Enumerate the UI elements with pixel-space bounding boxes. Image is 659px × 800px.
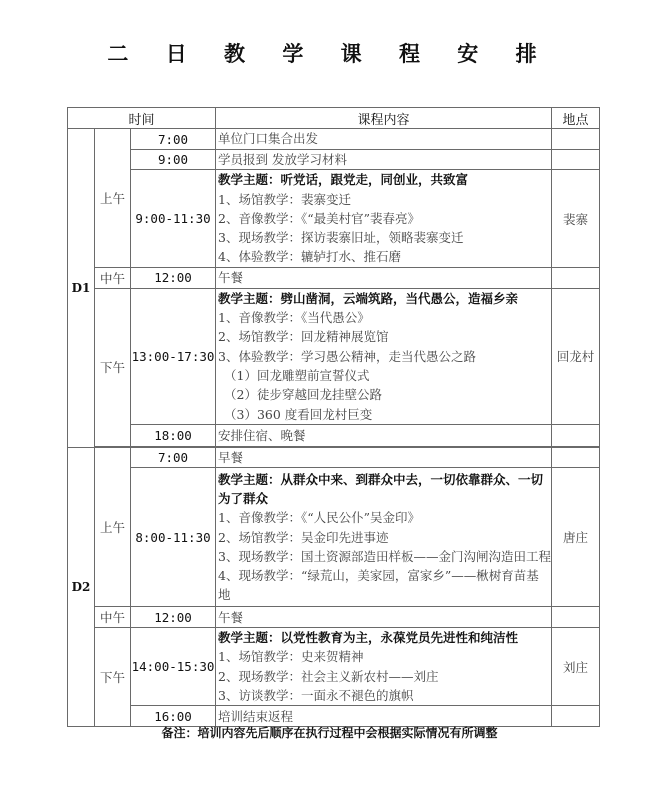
content-item: 3、访谈教学：一面永不褪色的旗帜 <box>218 688 414 704</box>
time-cell: 7:00 <box>131 447 216 467</box>
period-label: 上午 <box>95 129 131 268</box>
place-cell: 裴寨 <box>552 170 600 267</box>
period-label: 下午 <box>95 628 131 727</box>
teaching-theme: 教学主题：以党性教育为主，永葆党员先进性和纯洁性 <box>218 630 519 646</box>
content-item: 4、体验教学：辘轳打水、推石磨 <box>218 249 401 265</box>
content-subitem: （2）徒步穿越回龙挂壁公路 <box>224 387 382 403</box>
place-cell: 刘庄 <box>552 628 600 706</box>
content-subitem: （3）360 度看回龙村巨变 <box>224 406 373 422</box>
table-row <box>68 628 600 706</box>
time-cell: 7:00 <box>131 129 216 150</box>
teaching-theme: 教学主题：听党话，跟党走，同创业，共致富 <box>218 172 469 188</box>
content-cell: 学员报到 发放学习材料 <box>216 150 552 170</box>
period-label: 中午 <box>95 267 131 288</box>
teaching-theme: 教学主题：劈山凿洞，云端筑路，当代愚公，造福乡亲 <box>218 290 519 306</box>
content-cell: 早餐 <box>216 447 552 467</box>
table-row <box>68 447 600 467</box>
place-cell: 唐庄 <box>552 468 600 607</box>
table-row <box>68 424 600 446</box>
content-cell: 午餐 <box>216 267 552 288</box>
table-row <box>68 288 600 424</box>
content-item: 2、音像教学：《“最美村官”裴春亮》 <box>218 210 420 226</box>
time-cell: 13:00-17:30 <box>131 288 216 424</box>
place-cell <box>552 424 600 446</box>
table-row <box>68 267 600 288</box>
content-item: 1、场馆教学：史来贺精神 <box>218 649 364 665</box>
content-item: 1、音像教学：《当代愚公》 <box>218 310 370 326</box>
day-label: D1 <box>68 129 95 448</box>
content-item: 1、音像教学：《“人民公仆”吴金印》 <box>218 510 420 526</box>
content-cell: 单位门口集合出发 <box>216 129 552 150</box>
content-item: 3、现场教学：国土资源部造田样板——金门沟闸沟造田工程 <box>218 548 551 564</box>
place-cell: 回龙村 <box>552 288 600 424</box>
time-cell: 18:00 <box>131 424 216 446</box>
header-content: 课程内容 <box>216 108 552 129</box>
place-cell <box>552 150 600 170</box>
content-item: 3、现场教学：探访裴寨旧址，领略裴寨变迁 <box>218 230 464 246</box>
place-cell <box>552 129 600 150</box>
table-row <box>68 607 600 628</box>
time-cell: 8:00-11:30 <box>131 468 216 607</box>
content-cell <box>216 468 552 607</box>
place-cell <box>552 447 600 467</box>
time-cell: 12:00 <box>131 607 216 628</box>
content-item: 2、场馆教学：吴金印先进事迹 <box>218 529 389 545</box>
content-subitem: （1）回龙雕塑前宣誓仪式 <box>224 367 370 383</box>
content-item: 4、现场教学：“绿荒山，美家园，富家乡”——楸树育苗基地 <box>218 568 539 603</box>
content-item: 2、现场教学：社会主义新农村——刘庄 <box>218 668 439 684</box>
header-time: 时间 <box>68 108 216 129</box>
table-row <box>68 129 600 150</box>
content-item: 1、场馆教学：裴寨变迁 <box>218 191 351 207</box>
period-label: 下午 <box>95 288 131 446</box>
content-cell <box>216 170 552 267</box>
time-cell: 9:00-11:30 <box>131 170 216 267</box>
content-cell: 培训结束返程 <box>216 706 552 727</box>
content-cell <box>216 288 552 424</box>
place-cell <box>552 267 600 288</box>
table-row <box>68 468 600 607</box>
teaching-theme: 教学主题：从群众中来、到群众中去，一切依靠群众、一切为了群众 <box>218 471 544 506</box>
place-cell <box>552 607 600 628</box>
period-label: 中午 <box>95 607 131 628</box>
period-label: 上午 <box>95 447 131 606</box>
footnote: 备注：培训内容先后顺序在执行过程中会根据实际情况有所调整 <box>161 726 498 740</box>
day-label: D2 <box>68 447 95 726</box>
content-cell: 午餐 <box>216 607 552 628</box>
header-row <box>68 108 600 129</box>
time-cell: 9:00 <box>131 150 216 170</box>
content-cell <box>216 628 552 706</box>
time-cell: 16:00 <box>131 706 216 727</box>
content-item: 2、场馆教学：回龙精神展览馆 <box>218 329 389 345</box>
page-title: 二 日 教 学 课 程 安 排 <box>107 42 552 66</box>
table-row <box>68 170 600 267</box>
schedule-table <box>67 107 600 727</box>
table-row <box>68 150 600 170</box>
header-place: 地点 <box>552 108 600 129</box>
content-item: 3、体验教学：学习愚公精神，走当代愚公之路 <box>218 348 476 364</box>
time-cell: 12:00 <box>131 267 216 288</box>
time-cell: 14:00-15:30 <box>131 628 216 706</box>
content-cell: 安排住宿、晚餐 <box>216 424 552 446</box>
